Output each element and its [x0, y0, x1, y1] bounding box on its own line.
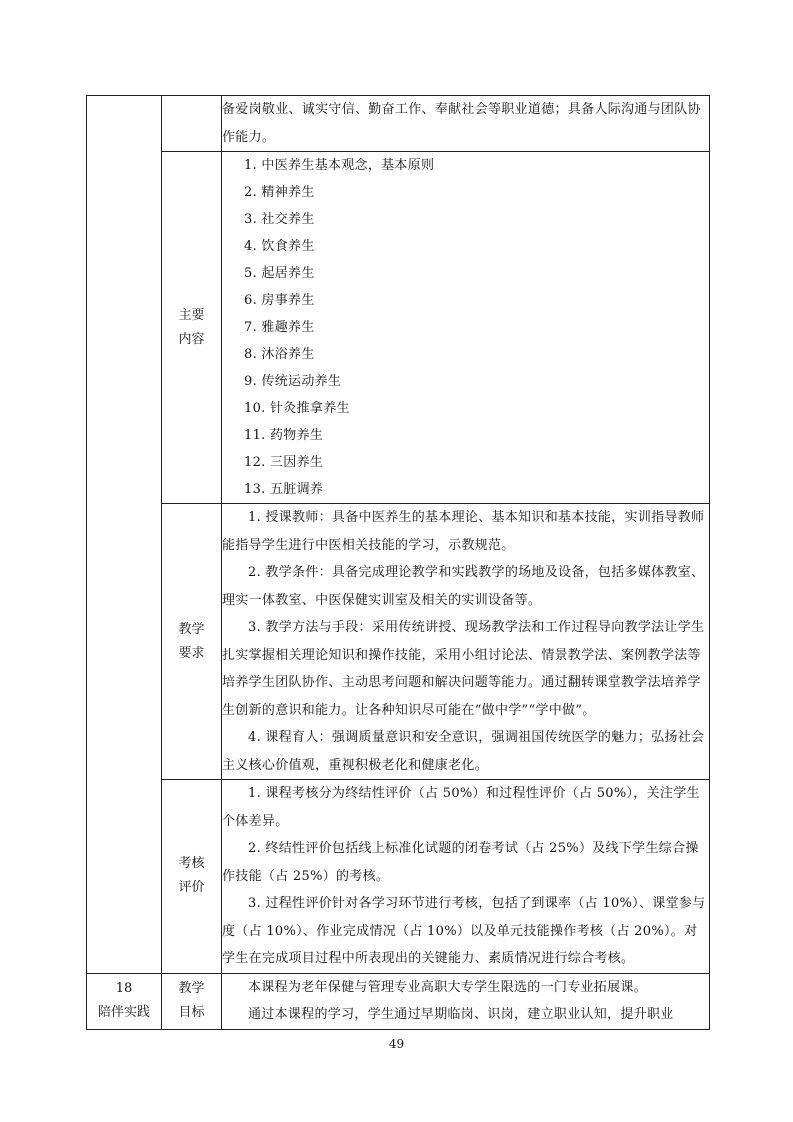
list-item: 2. 精神养生: [244, 185, 315, 200]
course-18-objectives-label: 教学 目标: [162, 973, 222, 1029]
objectives-label-cell: [162, 96, 222, 152]
list-item: 6. 房事养生: [244, 293, 315, 308]
main-content-list: [222, 152, 710, 504]
assessment-content: [222, 780, 710, 974]
teaching-requirements-label: 教学 要求: [162, 504, 222, 780]
objectives-continuation-text: 备爱岗敬业、诚实守信、勤奋工作、奉献社会等职业道德；具备人际沟通与团队协作能力。: [222, 102, 701, 145]
list-item: 7. 雅趣养生: [244, 320, 315, 335]
course-number: 18: [115, 981, 133, 996]
list-item: 1. 中医养生基本观念，基本原则: [244, 158, 435, 173]
assessment-row: [87, 780, 710, 974]
teaching-requirements-content: [222, 504, 710, 780]
paragraph: 2. 终结性评价包括线上标准化试题的闭卷考试（占 25%）及线下学生综合操作技能（占 25%）的考核。: [222, 841, 699, 884]
list-item: 4. 饮食养生: [244, 239, 315, 254]
course-name-cell: [87, 96, 162, 974]
paragraph: 1. 课程考核分为终结性评价（占 50%）和过程性评价（占 50%），关注学生个体差异。: [222, 786, 700, 829]
list-item: 11. 药物养生: [244, 428, 324, 443]
list-item: 3. 社交养生: [244, 212, 315, 227]
paragraph: 3. 过程性评价针对各学习环节进行考核，包括了到课率（占 10%）、课堂参与度（占 10%）、作业完成情况（占 10%）以及单元技能操作考核（占 20%）。对学生在完成项目过程中所表现出的关键能力、素质情况进行综合考核。: [222, 896, 706, 966]
paragraph: 通过本课程的学习，学生通过早期临岗、识岗，建立职业认知，提升职业: [248, 1007, 674, 1022]
paragraph: 1. 授课教师：具备中医养生的基本理论、基本知识和基本技能，实训指导教师能指导学生进行中医相关技能的学习，示教规范。: [222, 510, 705, 553]
paragraph: 2. 教学条件：具备完成理论教学和实践教学的场地及设备，包括多媒体教室、理实一体教室、中医保健实训室及相关的实训设备等。: [222, 565, 705, 608]
objectives-continuation-row: [87, 96, 710, 152]
paragraph: 3. 教学方法与手段：采用传统讲授、现场教学法和工作过程导向教学法让学生扎实掌握相关理论知识和操作技能，采用小组讨论法、情景教学法、案例教学法等培养学生团队协作、主动思考问题和解决问题等能力。通过翻转课堂教学法培养学生创新的意识和能力。让各种知识尽可能在“做中学”“学中做”。: [222, 620, 705, 718]
list-item: 9. 传统运动养生: [244, 374, 342, 389]
list-item: 12. 三因养生: [244, 455, 324, 470]
course-table: [86, 95, 710, 1030]
assessment-label: 考核 评价: [162, 780, 222, 974]
list-item: 13. 五脏调养: [244, 482, 324, 497]
course-18-objectives-content: [222, 973, 710, 1029]
main-content-label: 主要 内容: [162, 152, 222, 504]
course-18-row: [87, 973, 710, 1029]
list-item: 10. 针灸推拿养生: [244, 401, 350, 416]
paragraph: 本课程为老年保健与管理专业高职大专学生限选的一门专业拓展课。: [248, 979, 648, 995]
list-item: 8. 沐浴养生: [244, 347, 315, 362]
teaching-requirements-row: [87, 504, 710, 780]
course-name: 陪伴实践: [97, 1005, 150, 1020]
paragraph: 4. 课程育人：强调质量意识和安全意识，强调祖国传统医学的魅力；弘扬社会主义核心价值观，重视积极老化和健康老化。: [222, 730, 705, 773]
page-number: 49: [388, 1037, 405, 1051]
objectives-continuation-cell: [222, 96, 710, 152]
course-18-name-cell: [87, 973, 162, 1029]
list-item: 5. 起居养生: [244, 266, 315, 281]
main-content-row: [87, 152, 710, 504]
